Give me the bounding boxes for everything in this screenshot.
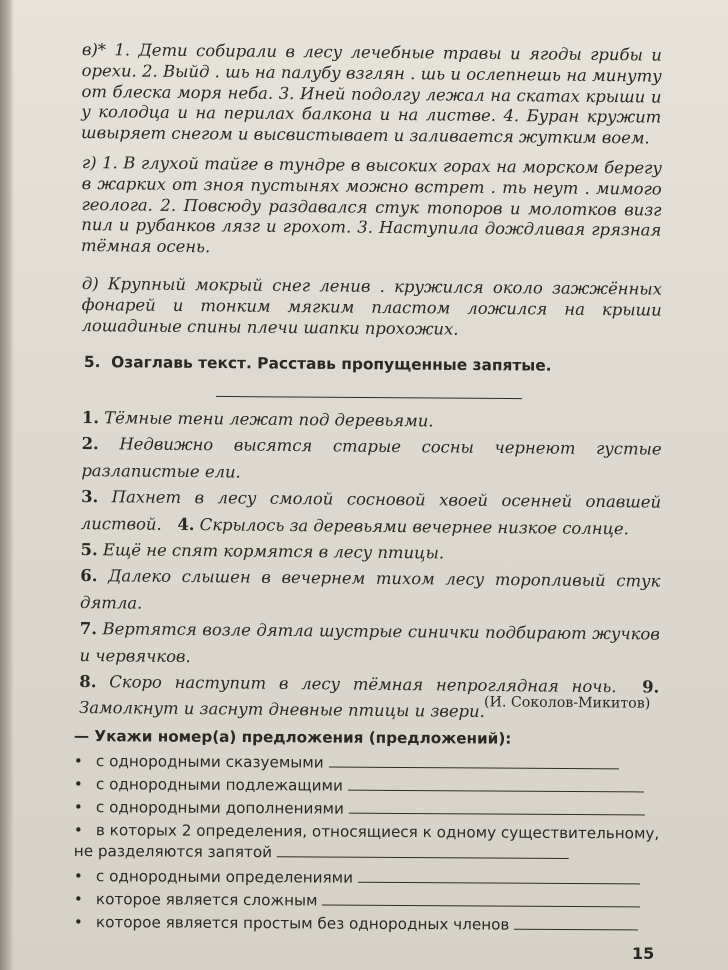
task-item-label: с однородными сказуемыми — [95, 752, 324, 772]
answer-line[interactable] — [514, 917, 638, 931]
answer-line[interactable] — [328, 755, 618, 770]
sentence-number: 4. — [177, 514, 195, 534]
exercise-part-v — [81, 40, 662, 150]
task-item — [74, 774, 662, 799]
sentence-number: 1. — [81, 407, 100, 428]
task-item-label: с однородными подлежащими — [95, 775, 343, 795]
sentence: Далеко слышен в вечернем тихом лесу торопливый стук дятла. — [80, 566, 661, 613]
task-item — [74, 751, 662, 776]
title-blank-line[interactable] — [216, 396, 522, 399]
sentence-number: 2. — [81, 434, 99, 454]
exercise-number: 5. — [83, 353, 101, 372]
sentence: Ещё не спят кормятся в лесу птицы. — [102, 540, 445, 563]
sentence: Скоро наступит в лесу тёмная непроглядная ночь. — [109, 672, 617, 697]
task-item — [74, 820, 662, 866]
author-attribution: (И. Соколов-Микитов) — [483, 694, 651, 712]
sentence: Недвижно высятся старые сосны чернеют густые разлапистые ели. — [81, 434, 662, 482]
sentence-number: 9. — [642, 677, 660, 697]
part-text: 1. Дети собирали в лесу лечебные травы и ягоды грибы и орехи. 2. Выйд . шь на палубу взглян . шь и ослепнешь на минуту от блеска моря неба. 3. Иней подолгу лежал на скатах крыши и у колодца и на перилах балкона и на листве. 4. Буран кружит швыряет снегом и высвистывает и заливается жутким воем. — [81, 40, 662, 148]
page-number: 15 — [632, 944, 655, 963]
sentence-number: 5. — [80, 540, 98, 560]
answer-line[interactable] — [277, 844, 569, 859]
bullet-icon: • — [73, 821, 83, 840]
sentence: Скрылось за деревьями вечернее низкое солнце. — [199, 514, 629, 538]
exercise-title: Озаглавь текст. Расставь пропущенные запятые. — [111, 353, 552, 375]
bullet-icon: • — [73, 775, 83, 794]
exercise-5-text — [79, 405, 662, 727]
task-item — [74, 912, 662, 937]
part-text: Крупный мокрый снег ленив . кружился около зажжённых фонарей и тонким мягким пластом ложился на крыши лошадиные спины плечи шапки прохожих. — [81, 274, 662, 339]
sentence-number: 3. — [81, 487, 99, 507]
answer-line[interactable] — [322, 893, 640, 908]
task-item — [74, 889, 662, 914]
part-label: г) — [81, 153, 103, 173]
task-item — [74, 797, 662, 822]
part-label: д) — [81, 274, 109, 294]
part-text: 1. В глухой тайге в тундре в высоких горах на морском берегу в жарких от зноя пустынях можно встрет . ть неут . мимого геолога. 2. Повсюду раздавался стук топоров и молотков визг пил и рубанков лязг и грохот. 3. Наступила дождливая грязная тёмная осень. — [81, 153, 662, 257]
task-item — [74, 866, 662, 891]
task-item-label: которое является простым без однородных членов — [95, 913, 510, 934]
answer-line[interactable] — [349, 801, 645, 816]
bullet-icon: • — [73, 890, 83, 909]
task-item-label: которое является сложным — [95, 890, 318, 910]
bullet-icon: • — [73, 867, 83, 886]
task-item-label: в которых 2 определения, относящиеся к одному существительному, не разделяются запятой — [73, 821, 660, 862]
exercise-part-d — [81, 274, 662, 342]
sentence-number: 7. — [79, 619, 98, 639]
answer-line[interactable] — [358, 870, 640, 885]
task-title: — Укажи номер(а) предложения (предложений): — [73, 727, 512, 748]
answer-line[interactable] — [348, 778, 644, 793]
sentence: Замолкнут и заснут дневные птицы и звери. — [79, 698, 485, 722]
bullet-icon: • — [73, 913, 83, 932]
sentence-number: 6. — [80, 566, 98, 586]
bullet-icon: • — [73, 798, 83, 817]
task-item-label: с однородными определениями — [95, 867, 354, 887]
exercise-part-g — [81, 153, 662, 263]
exercise-5-heading — [84, 353, 664, 376]
sentence: Тёмные тени лежат под деревьями. — [104, 408, 434, 431]
sentence: Пахнет в лесу смолой сосновой хвоей осенней опавшей листвой. — [80, 487, 662, 534]
sentence-number: 8. — [79, 672, 97, 692]
page-binding-shadow — [0, 0, 14, 970]
sentence: Вертятся возле дятла шустрые синички подбирают жучков и червячков. — [79, 619, 660, 666]
bullet-icon: • — [73, 752, 83, 771]
task-item-label: с однородными дополнениями — [95, 798, 344, 818]
part-label: в)* — [81, 40, 115, 60]
